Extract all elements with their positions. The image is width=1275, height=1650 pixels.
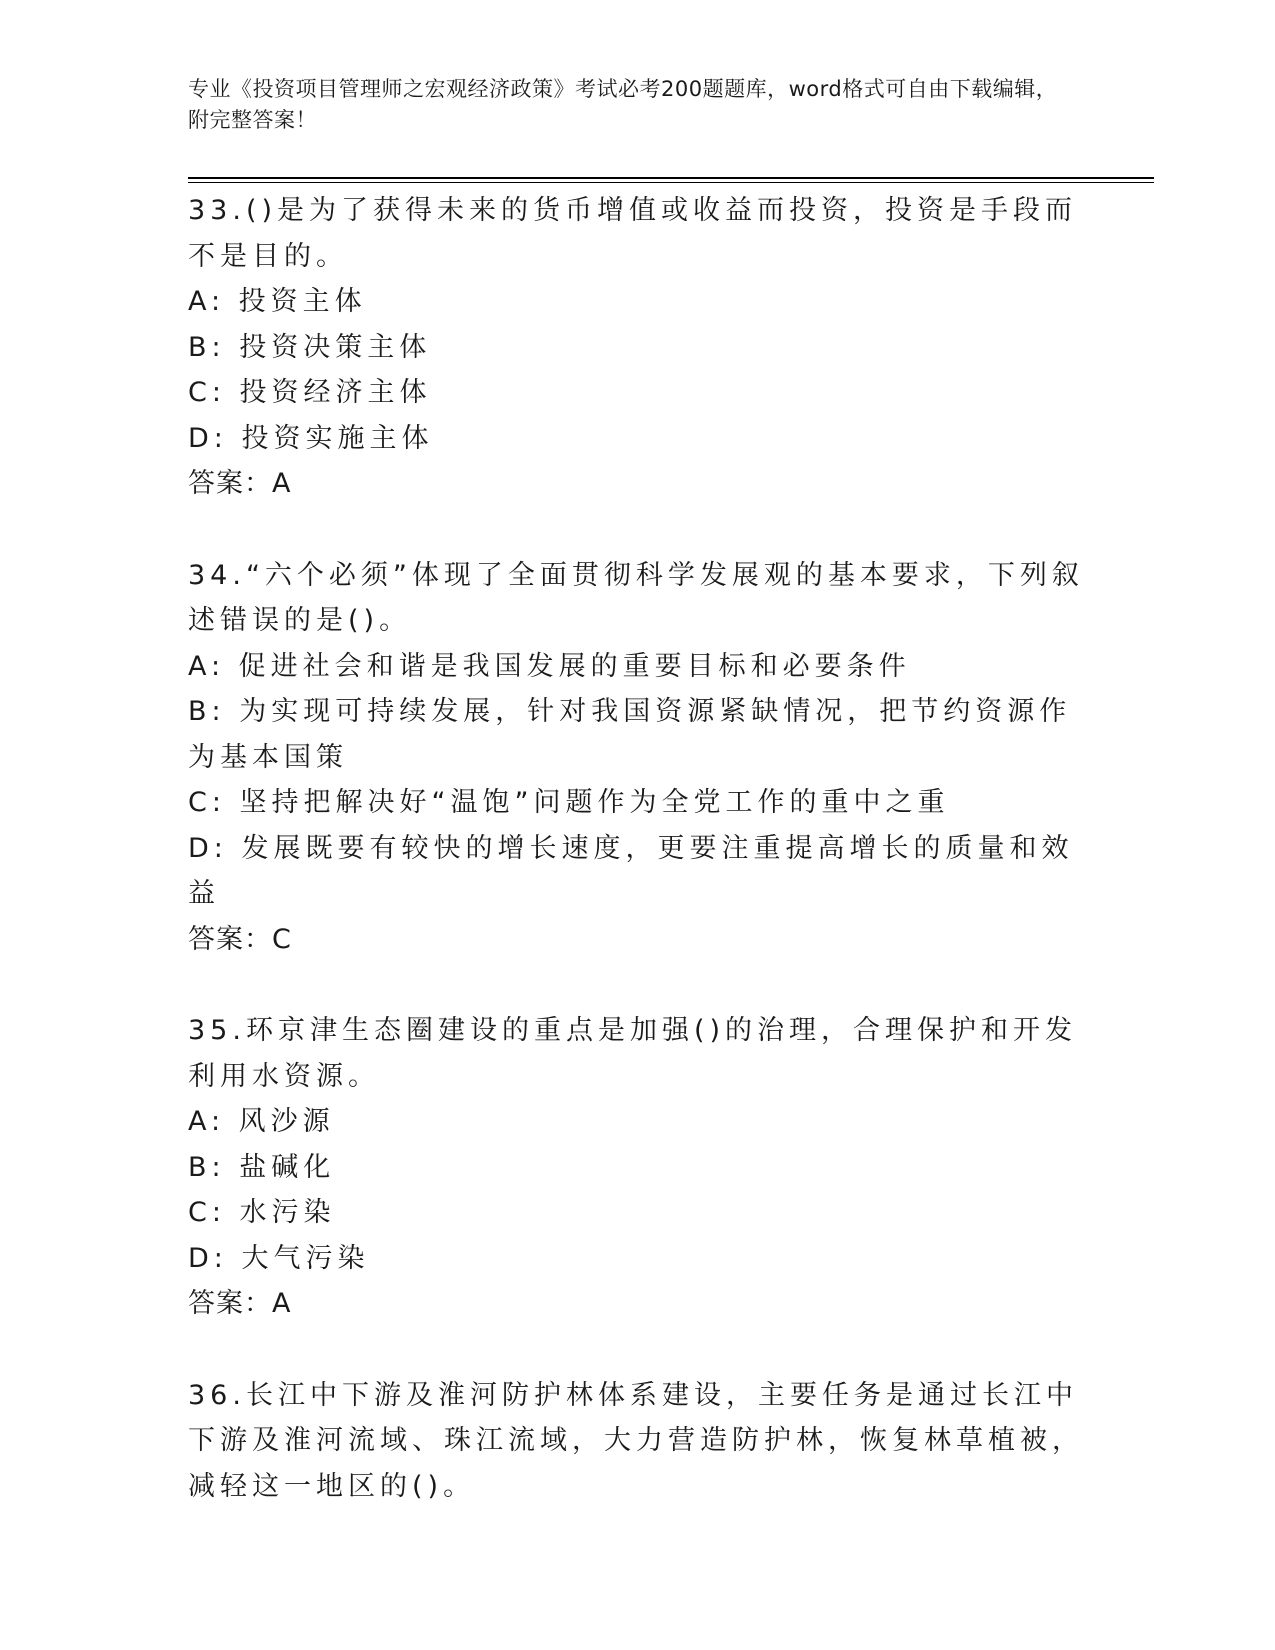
question-35	[188, 1008, 1088, 1327]
question-list	[188, 188, 1088, 1555]
question-34	[188, 553, 1088, 963]
option-d: D: 大气污染	[188, 1242, 370, 1274]
answer-line: 答案：A	[188, 468, 292, 499]
option-a: A: 投资主体	[188, 286, 367, 317]
option-b: B: 盐碱化	[188, 1151, 336, 1183]
document-header: 专业《投资项目管理师之宏观经济政策》考试必考200题题库，word格式可自由下载编辑，附完整答案！	[188, 77, 1058, 132]
question-stem: 35.环京津生态圈建设的重点是加强()的治理，合理保护和开发利用水资源。	[188, 1015, 1078, 1092]
question-36	[188, 1373, 1088, 1510]
option-c: C: 水污染	[188, 1197, 336, 1228]
answer-line: 答案：C	[188, 923, 292, 955]
option-d: D: 发展既要有较快的增长速度，更要注重提高增长的质量和效益	[188, 832, 1074, 909]
option-d: D: 投资实施主体	[188, 422, 434, 454]
question-33	[188, 188, 1088, 507]
option-a: A: 风沙源	[188, 1106, 335, 1137]
answer-line: 答案：A	[188, 1288, 292, 1319]
question-stem: 36.长江中下游及淮河防护林体系建设，主要任务是通过长江中下游及淮河流域、珠江流域，大力营造防护林，恢复林草植被，减轻这一地区的()。	[188, 1379, 1084, 1502]
option-b: B: 投资决策主体	[188, 331, 432, 363]
option-c: C: 坚持把解决好“温饱”问题作为全党工作的重中之重	[188, 787, 950, 818]
option-b: B: 为实现可持续发展，针对我国资源紧缺情况，把节约资源作为基本国策	[188, 696, 1072, 773]
question-stem: 34.“六个必须”体现了全面贯彻科学发展观的基本要求，下列叙述错误的是()。	[188, 559, 1084, 636]
question-stem: 33.()是为了获得未来的货币增值或收益而投资，投资是手段而不是目的。	[188, 195, 1078, 272]
option-a: A: 促进社会和谐是我国发展的重要目标和必要条件	[188, 650, 911, 682]
header-rule-thin	[188, 182, 1154, 183]
option-c: C: 投资经济主体	[188, 377, 432, 408]
header-rule-thick	[188, 177, 1154, 179]
